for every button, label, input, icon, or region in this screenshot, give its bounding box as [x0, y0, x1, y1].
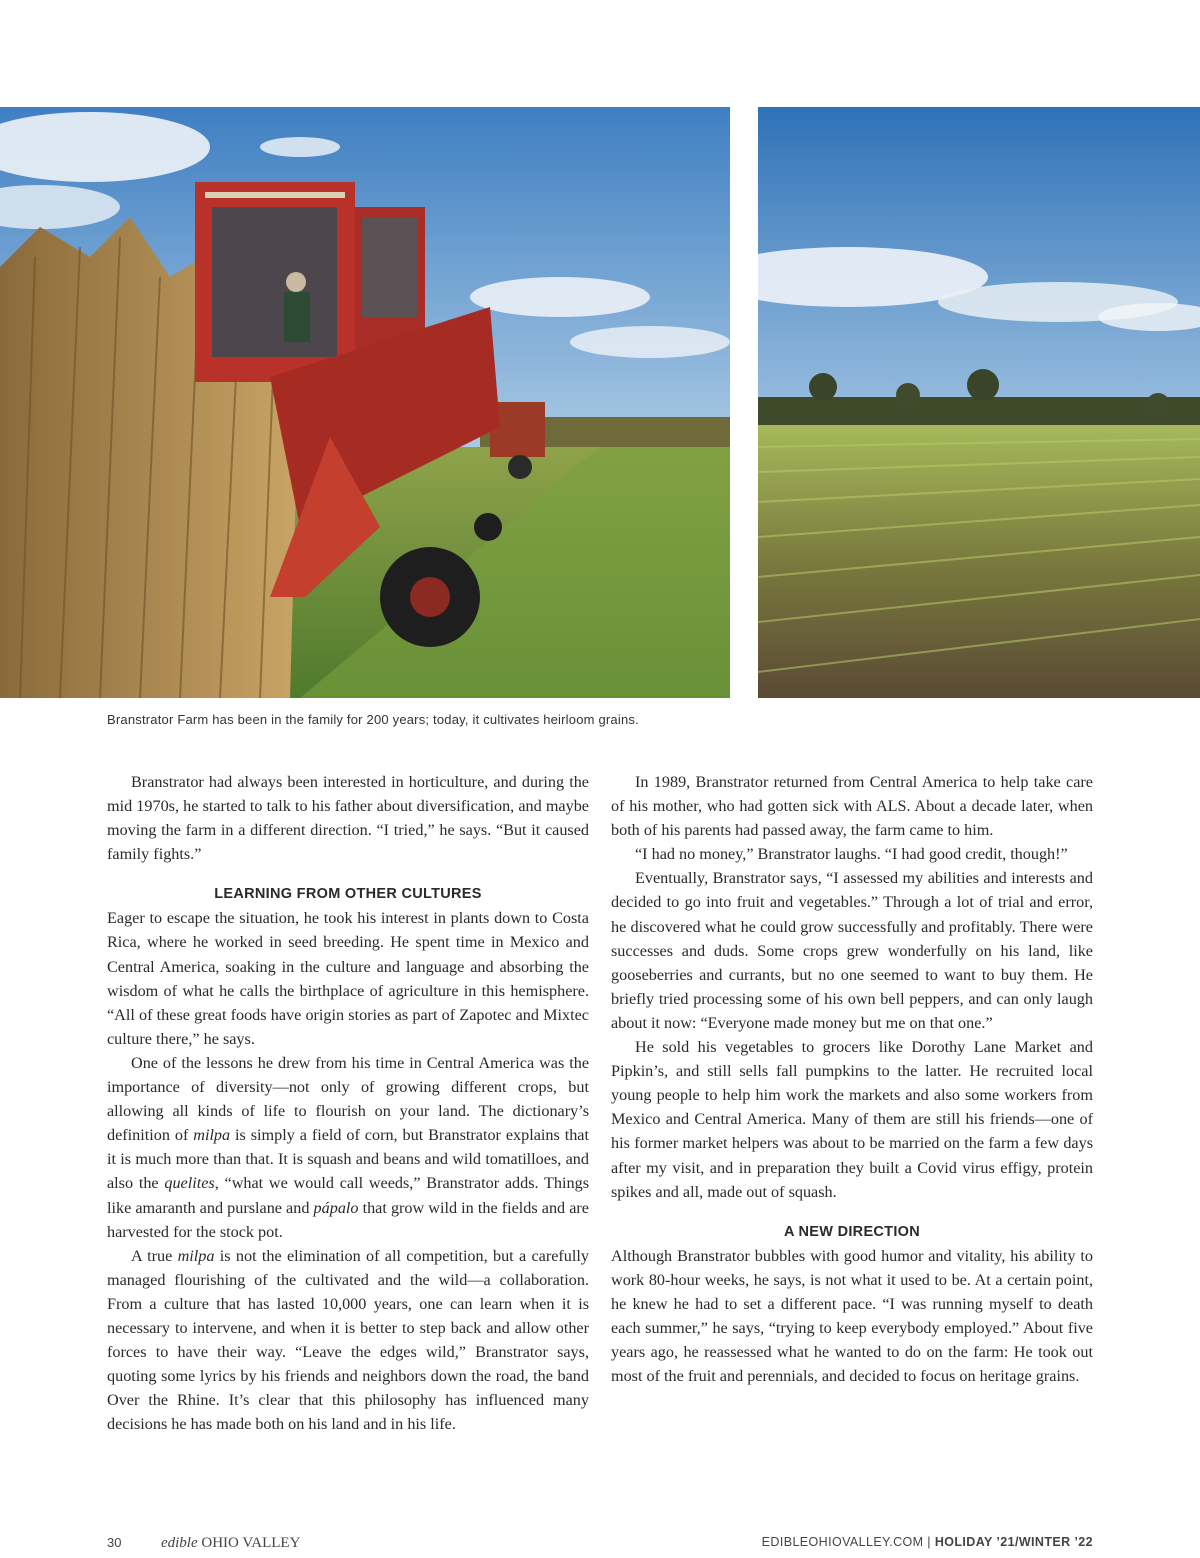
page-number: 30 — [107, 1535, 122, 1550]
paragraph: Eventually, Branstrator says, “I assessed my abilities and interests and decided to go into fruit and vegetables.” Through a lot of trial and error, he discovered what he could grow successfully and profitably. There were successes and duds. Some crops grew wonderfully on his land, like gooseberries and currants, but no one seemed to want to buy them. He briefly tried processing some of his own bell peppers, and can only laugh about it now: “Everyone made money but me on that one.” — [611, 869, 1093, 1032]
section-heading: A NEW DIRECTION — [783, 1223, 921, 1240]
magazine-name: edible OHIO VALLEY — [160, 1535, 301, 1551]
combine-harvester-image-icon — [0, 107, 730, 698]
wheat-field-photo — [758, 107, 1200, 698]
issue-label: HOLIDAY ’21/WINTER ’22 — [934, 1535, 1093, 1549]
article-column-left — [107, 770, 589, 1436]
paragraph: Although Branstrator bubbles with good humor and vitality, his ability to work 80-hour weeks, he says, is not what it used to be. At a certain point, he knew he had to set a different pace. “I was running myself to death each summer,” he says, “trying to keep everybody employed.” About five years ago, he reassessed what he wanted to do on the farm: He took out most of the fruit and perennials, and decided to focus on heritage grains. — [611, 1246, 1093, 1386]
field-image-icon — [758, 107, 1200, 698]
combine-harvester-photo — [0, 107, 730, 698]
section-heading: LEARNING FROM OTHER CULTURES — [214, 886, 482, 903]
website-link[interactable]: EDIBLEOHIOVALLEY.COM — [761, 1535, 924, 1549]
paragraph: In 1989, Branstrator returned from Central America to help take care of his mother, who had gotten sick with ALS. About a decade later, when both of his parents had passed away, the farm came to him. — [611, 773, 1093, 840]
photo-caption: Branstrator Farm has been in the family for 200 years; today, it cultivates heirloom grains. — [107, 712, 639, 727]
page-footer — [107, 1535, 1093, 1555]
paragraph: A true milpa is not the elimination of all competition, but a carefully managed flourishing of the cultivated and the wild—a collaboration. From a culture that has lasted 10,000 years, one can learn when it is necessary to intervene, and when it is better to step back and allow other forces to have their way. “Leave the edges wild,” Branstrator says, quoting some lyrics by his friends and neighbors down the road, the band Over the Rhine. It’s clear that this philosophy has influenced many decisions he has made both on his land and in his life. — [107, 1246, 589, 1434]
paragraph: Branstrator had always been interested in horticulture, and during the mid 1970s, he started to talk to his father about diversification, and maybe moving the farm in a different direction. “I tried,” he says. “But it caused family fights.” — [107, 773, 589, 864]
article-column-right — [611, 770, 1093, 1388]
paragraph: Eager to escape the situation, he took his interest in plants down to Costa Rica, where he worked in seed breeding. He spent time in Mexico and Central America, soaking in the culture and language and absorbing the wisdom of what he calls the birthplace of agriculture in this hemisphere. “All of these great foods have origin stories as part of Zapotec and Mixtec culture there,” he says. — [107, 909, 589, 1048]
paragraph: “I had no money,” Branstrator laughs. “I had good credit, though!” — [635, 845, 1068, 864]
paragraph: He sold his vegetables to grocers like Dorothy Lane Market and Pipkin’s, and still sells fall pumpkins to the latter. He recruited local young people to help him work the markets and also some workers from Mexico and Central America. Many of them are still his friends—one of his former market helpers was about to be married on the farm a few days after my visit, and in preparation they built a Covid virus effigy, protein spikes and all, made out of squash. — [611, 1038, 1093, 1201]
paragraph: One of the lessons he drew from his time in Central America was the importance of diversity—not only of growing different crops, but allowing all kinds of life to flourish on your land. The dictionary’s definition of milpa is simply a field of corn, but Branstrator explains that it is much more than that. It is squash and beans and wild tomatilloes, and also the quelites, “what we would call weeds,” Branstrator adds. Things like amaranth and purslane and pápalo that grow wild in the fields and are harvested for the stock pot. — [107, 1053, 589, 1241]
footer-issue: EDIBLEOHIOVALLEY.COM | HOLIDAY ’21/WINTER ’22 — [761, 1535, 1093, 1549]
